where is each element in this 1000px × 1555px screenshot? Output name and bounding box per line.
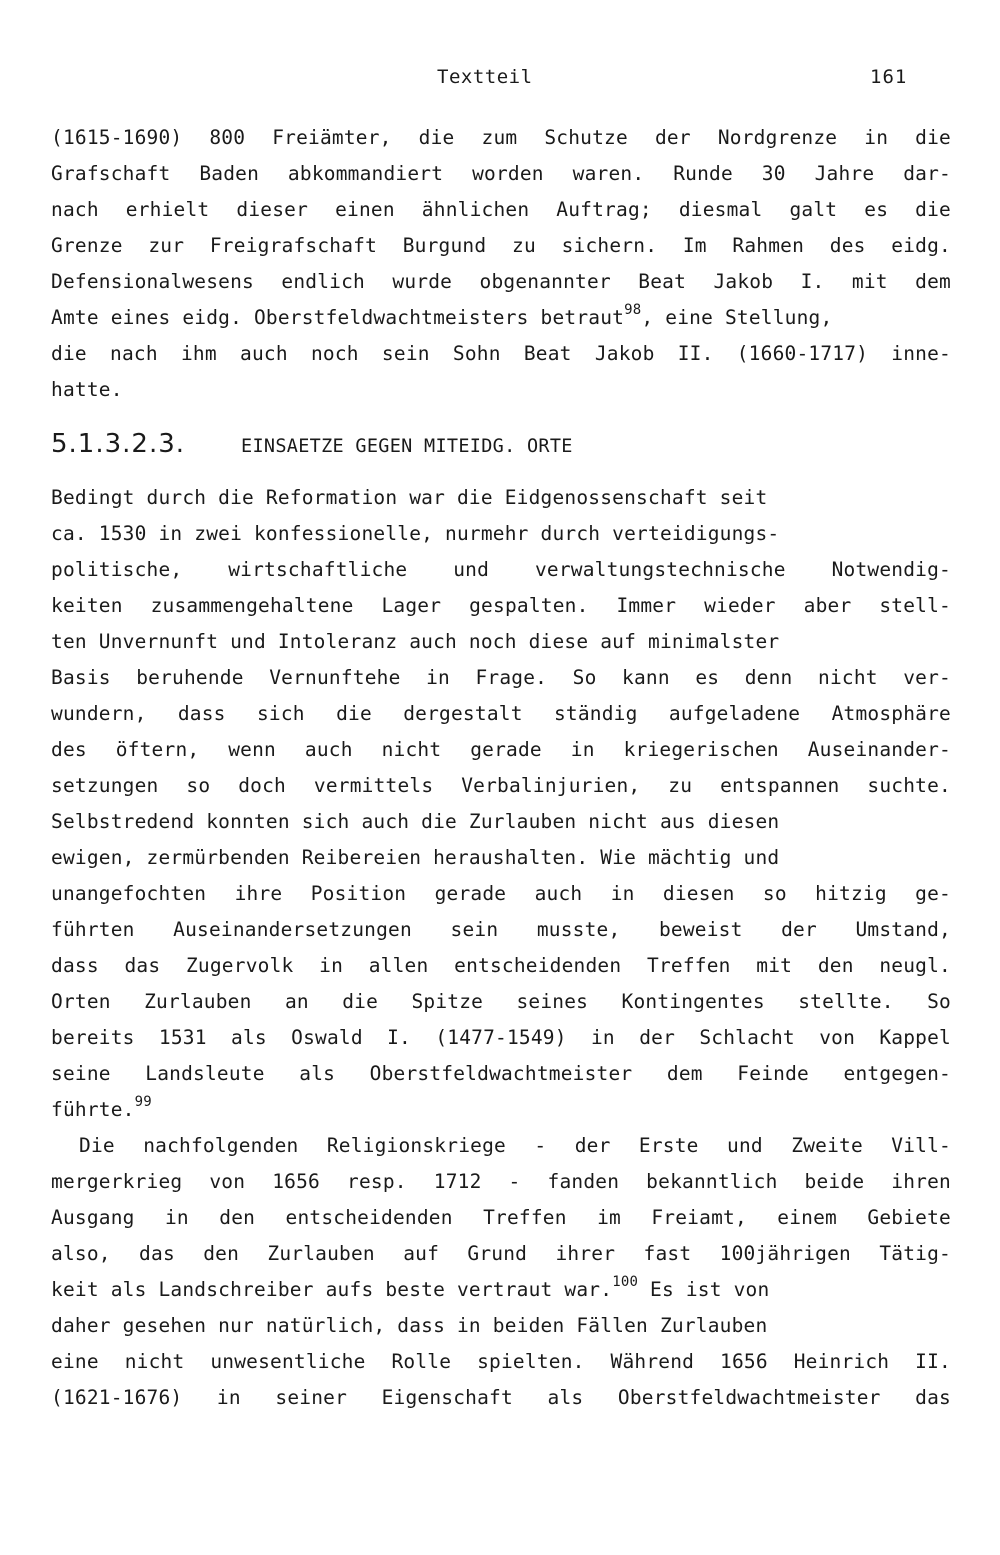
text-segment: Amte eines eidg. Oberstfeldwachtmeisters betraut	[51, 306, 625, 329]
footnote-reference: 99	[134, 1093, 152, 1110]
text-line: daher gesehen nur natürlich, dass in beiden Fällen Zurlauben	[51, 1314, 768, 1337]
text-line: (1621-1676) in seiner Eigenschaft als Oberstfeldwachtmeister das	[51, 1386, 951, 1409]
text-line: wundern, dass sich die dergestalt ständig aufgeladene Atmosphäre	[51, 702, 951, 725]
text-line: Defensionalwesens endlich wurde obgenannter Beat Jakob I. mit dem	[51, 270, 951, 293]
text-line: Grafschaft Baden abkommandiert worden waren. Runde 30 Jahre dar-	[51, 162, 951, 185]
text-line: Orten Zurlauben an die Spitze seines Kontingentes stellte. So	[51, 990, 951, 1013]
text-line: also, das den Zurlauben auf Grund ihrer fast 100jährigen Tätig-	[51, 1242, 951, 1265]
paragraph	[51, 120, 951, 408]
text-line: die nach ihm auch noch sein Sohn Beat Jakob II. (1660-1717) inne-	[51, 342, 951, 365]
text-line: Die nachfolgenden Religionskriege - der Erste und Zweite Vill-	[79, 1134, 951, 1157]
text-line: setzungen so doch vermittels Verbalinjurien, zu entspannen suchte.	[51, 774, 951, 797]
text-line: hatte.	[51, 378, 123, 401]
text-line	[51, 300, 951, 336]
text-line: ewigen, zermürbenden Reibereien heraushalten. Wie mächtig und	[51, 846, 780, 869]
text-line: dass das Zugervolk in allen entscheidenden Treffen mit den neugl.	[51, 954, 951, 977]
text-line: ca. 1530 in zwei konfessionelle, nurmehr durch verteidigungs-	[51, 522, 780, 545]
text-line: Basis beruhende Vernunftehe in Frage. So kann es denn nicht ver-	[51, 666, 951, 689]
text-line: politische, wirtschaftliche und verwaltungstechnische Notwendig-	[51, 558, 951, 581]
text-line: unangefochten ihre Position gerade auch in diesen so hitzig ge-	[51, 882, 951, 905]
paragraph	[51, 1128, 951, 1416]
running-header	[0, 62, 1000, 96]
text-line: keiten zusammengehaltene Lager gespalten. Immer wieder aber stell-	[51, 594, 951, 617]
text-line: Grenze zur Freigrafschaft Burgund zu sichern. Im Rahmen des eidg.	[51, 234, 951, 257]
text-line: seine Landsleute als Oberstfeldwachtmeister dem Feinde entgegen-	[51, 1062, 951, 1085]
text-line: Ausgang in den entscheidenden Treffen im Freiamt, einem Gebiete	[51, 1206, 951, 1229]
text-line: führten Auseinandersetzungen sein musste, beweist der Umstand,	[51, 918, 951, 941]
section-number: 5.1.3.2.3.	[51, 429, 186, 459]
text-body	[51, 120, 951, 1416]
page-number: 161	[870, 66, 908, 88]
text-segment: keit als Landschreiber aufs beste vertraut war.	[51, 1278, 613, 1301]
text-line: Selbstredend konnten sich auch die Zurlauben nicht aus diesen	[51, 810, 780, 833]
section-heading	[51, 412, 951, 476]
text-line: (1615-1690) 800 Freiämter, die zum Schutze der Nordgrenze in die	[51, 126, 951, 149]
text-line	[51, 1272, 951, 1308]
text-line: mergerkrieg von 1656 resp. 1712 - fanden bekanntlich beide ihren	[51, 1170, 951, 1193]
footnote-reference: 98	[624, 301, 642, 318]
footnote-reference: 100	[612, 1273, 639, 1290]
paragraph	[51, 480, 951, 1128]
text-segment: Es ist von	[638, 1278, 770, 1301]
text-line: des öftern, wenn auch nicht gerade in kriegerischen Auseinander-	[51, 738, 951, 761]
text-line	[51, 1092, 951, 1128]
text-line: Bedingt durch die Reformation war die Eidgenossenschaft seit	[51, 486, 768, 509]
section-title: EINSAETZE GEGEN MITEIDG. ORTE	[241, 436, 573, 457]
text-segment: , eine Stellung,	[641, 306, 833, 329]
text-segment: führte.	[51, 1098, 135, 1121]
text-line: bereits 1531 als Oswald I. (1477-1549) in der Schlacht von Kappel	[51, 1026, 951, 1049]
running-title: Textteil	[437, 66, 533, 88]
text-line: eine nicht unwesentliche Rolle spielten. Während 1656 Heinrich II.	[51, 1350, 951, 1373]
text-line: ten Unvernunft und Intoleranz auch noch diese auf minimalster	[51, 630, 780, 653]
text-line: nach erhielt dieser einen ähnlichen Auftrag; diesmal galt es die	[51, 198, 951, 221]
